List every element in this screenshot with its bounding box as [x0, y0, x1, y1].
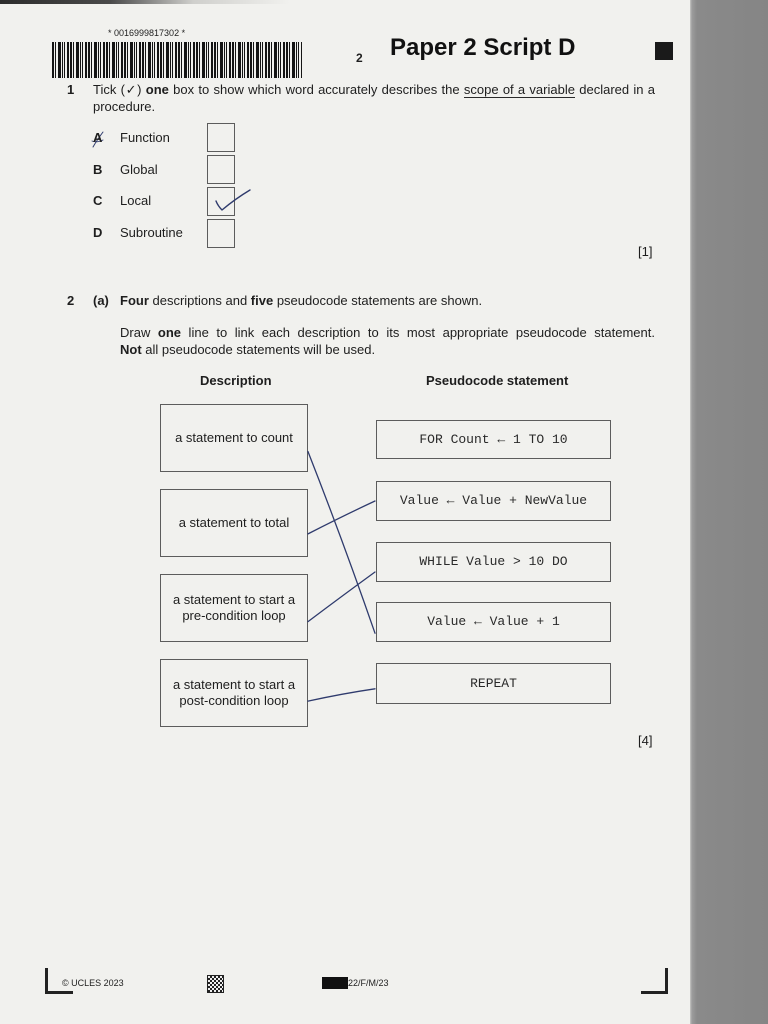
question-2-part: (a): [93, 293, 109, 308]
stem-text: Tick (✓): [93, 82, 146, 97]
pseudocode-column-heading: Pseudocode statement: [426, 373, 569, 388]
option-label-subroutine: Subroutine: [120, 225, 183, 240]
answer-line: [308, 501, 375, 534]
instruction-text: all pseudocode statements will be used.: [141, 342, 376, 357]
corner-mark-bottom-left: [45, 991, 73, 994]
instruction-text: Draw: [120, 325, 158, 340]
redaction-block: [322, 977, 348, 989]
stem-underlined-term: scope of a variable: [463, 82, 575, 97]
description-text: post-condition loop: [179, 693, 289, 708]
pseudocode-text: Value ← Value + 1: [427, 614, 560, 629]
option-letter-a: A: [93, 130, 103, 145]
intro-text: pseudocode statements are shown.: [273, 293, 483, 308]
description-column-heading: Description: [200, 373, 272, 388]
option-letter-c: C: [93, 193, 103, 208]
answer-line: [308, 689, 375, 701]
page-number: 2: [356, 51, 363, 65]
option-label-global: Global: [120, 162, 158, 177]
question-1-stem-continued: procedure.: [93, 99, 156, 114]
intro-emphasis: five: [250, 293, 274, 308]
description-text: pre-condition loop: [182, 608, 286, 623]
copyright-notice: © UCLES 2023: [62, 978, 124, 988]
instruction-emphasis: Not: [120, 342, 142, 357]
pseudocode-text: FOR Count ← 1 TO 10: [419, 431, 568, 447]
description-text: a statement to start a: [172, 677, 296, 692]
option-letter-d: D: [93, 225, 103, 240]
stem-emphasis: one: [145, 82, 169, 97]
question-2-marks: [4]: [638, 733, 653, 748]
answer-line: [308, 572, 375, 622]
question-2-number: 2: [67, 293, 75, 308]
corner-mark-bottom-right: [641, 991, 668, 994]
intro-text: descriptions and: [148, 293, 251, 308]
pseudocode-text: REPEAT: [470, 675, 517, 691]
option-letter-b: B: [93, 162, 103, 177]
option-label-local: Local: [120, 193, 152, 208]
instruction-emphasis: one: [157, 325, 182, 340]
description-text: a statement to count: [175, 430, 293, 445]
script-title: Paper 2 Script D: [390, 34, 576, 61]
answer-line: [308, 452, 375, 634]
question-1-marks: [1]: [638, 244, 653, 259]
description-text: a statement to start a: [172, 592, 296, 607]
stem-text: declared in a: [574, 82, 655, 97]
barcode-number: * 0016999817302 *: [108, 28, 186, 38]
qr-code: [207, 975, 224, 993]
paper-code: 22/F/M/23: [348, 978, 389, 988]
pseudocode-text: Value ← Value + NewValue: [399, 493, 588, 508]
question-1-number: 1: [67, 82, 75, 97]
instruction-text: line to link each description to its most appropriate pseudocode statement.: [181, 325, 655, 340]
description-text: a statement to total: [178, 515, 290, 530]
pseudocode-text: WHILE Value > 10 DO: [419, 554, 568, 569]
intro-emphasis: Four: [120, 293, 149, 308]
stem-text: box to show which word accurately describes the: [168, 82, 464, 97]
option-label-function: Function: [120, 130, 170, 145]
